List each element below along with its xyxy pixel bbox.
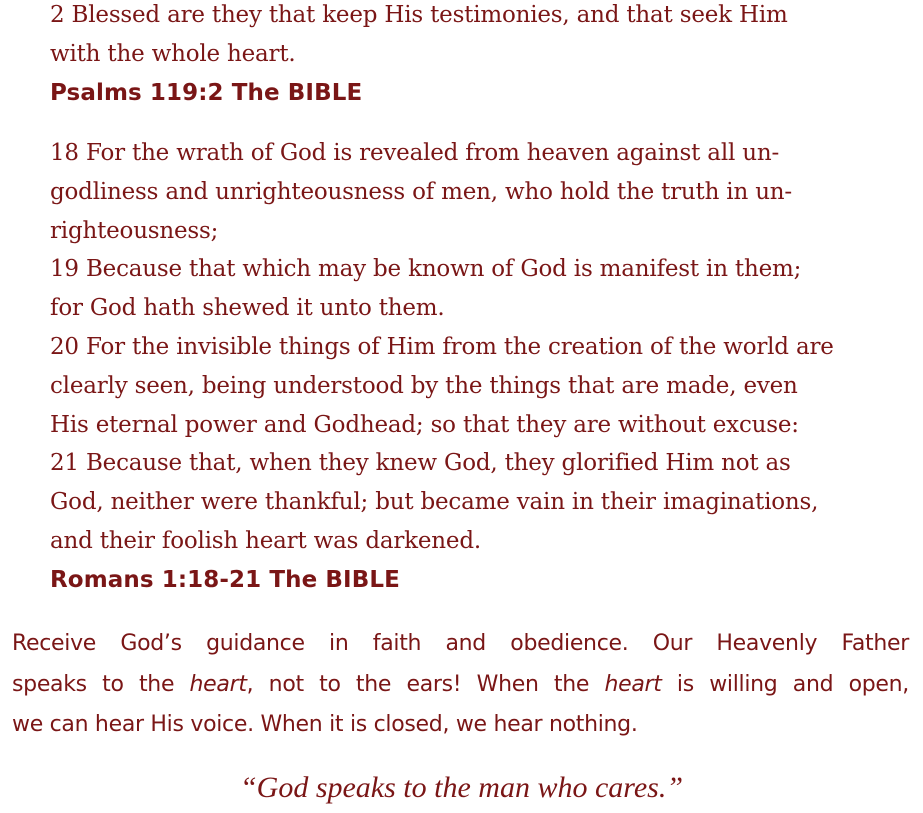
commentary-text: speaks to the bbox=[12, 671, 190, 697]
verse-line: godliness and unrighteousness of men, who hold the truth in un- bbox=[50, 178, 792, 205]
psalms-passage bbox=[50, 0, 910, 112]
romans-reference: Romans 1:18-21 The BIBLE bbox=[50, 566, 400, 593]
commentary-line: we can hear His voice. When it is closed, we hear nothing. bbox=[12, 712, 638, 737]
emphasis-heart: heart bbox=[189, 671, 247, 697]
verse-line: with the whole heart. bbox=[50, 40, 296, 67]
romans-passage bbox=[50, 134, 910, 600]
commentary-line: Receive God’s guidance in faith and obedience. Our Heavenly Father bbox=[12, 631, 909, 656]
commentary-line bbox=[12, 665, 909, 706]
verse-line: 21 Because that, when they knew God, they glorified Him not as bbox=[50, 450, 791, 477]
verse-line: His eternal power and Godhead; so that they are without excuse: bbox=[50, 411, 799, 438]
emphasis-heart: heart bbox=[604, 671, 662, 697]
verse-line: clearly seen, being understood by the things that are made, even bbox=[50, 372, 798, 399]
verse-line: 19 Because that which may be known of God is manifest in them; bbox=[50, 256, 802, 283]
verse-line: 20 For the invisible things of Him from the creation of the world are bbox=[50, 333, 834, 360]
verse-line: 2 Blessed are they that keep His testimonies, and that seek Him bbox=[50, 2, 788, 28]
verse-line: for God hath shewed it unto them. bbox=[50, 295, 445, 322]
verse-line: God, neither were thankful; but became vain in their imaginations, bbox=[50, 489, 819, 516]
verse-line: and their foolish heart was darkened. bbox=[50, 527, 481, 554]
psalms-reference: Psalms 119:2 The BIBLE bbox=[50, 79, 363, 106]
closing-quote: “God speaks to the man who cares.” bbox=[239, 771, 684, 804]
verse-line: 18 For the wrath of God is revealed from heaven against all un- bbox=[50, 140, 780, 166]
verse-line: righteousness; bbox=[50, 217, 219, 244]
commentary-text: , not to the ears! When the bbox=[246, 671, 605, 697]
commentary-text: is willing and open, bbox=[661, 671, 909, 697]
commentary-paragraph bbox=[12, 624, 909, 746]
